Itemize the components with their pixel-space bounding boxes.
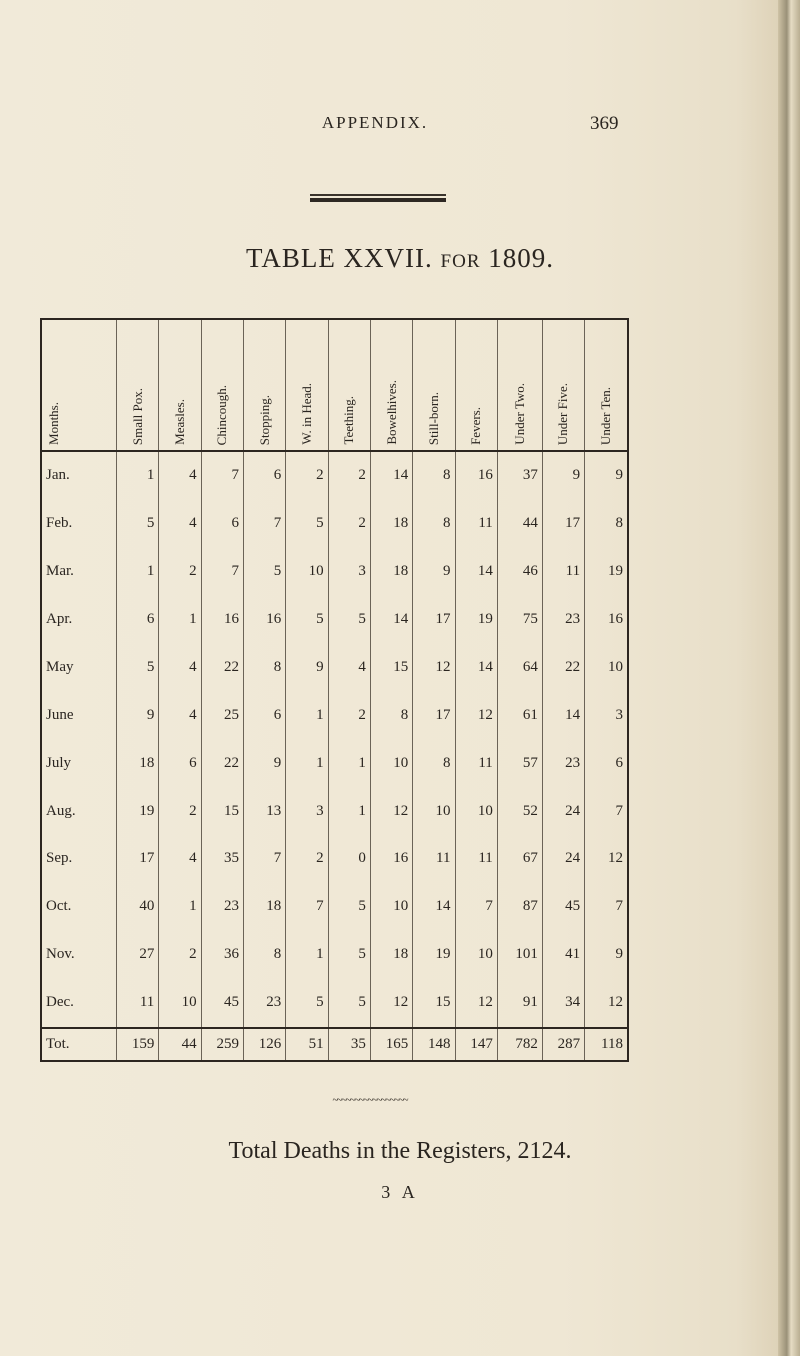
month-cell: Mar. bbox=[46, 563, 74, 580]
count-cell: 4 bbox=[159, 451, 201, 500]
count-cell: 19 bbox=[585, 548, 627, 596]
count-cell: 12 bbox=[370, 787, 412, 835]
count-cell: 10 bbox=[370, 883, 412, 931]
running-title: APPENDIX. bbox=[321, 113, 429, 132]
count-cell: 11 bbox=[413, 835, 455, 883]
count-cell: 1 bbox=[117, 451, 159, 500]
count-cell: 16 bbox=[243, 596, 285, 644]
count-cell: 13 bbox=[243, 787, 285, 835]
column-header bbox=[455, 320, 497, 451]
count-cell: 12 bbox=[413, 644, 455, 692]
count-cell: 5 bbox=[286, 979, 328, 1028]
count-cell: 1 bbox=[286, 691, 328, 739]
count-cell: 87 bbox=[497, 883, 542, 931]
column-header-label: Under Five. bbox=[555, 382, 571, 445]
table-row bbox=[42, 548, 627, 596]
count-cell: 17 bbox=[542, 500, 584, 548]
count-cell: 64 bbox=[497, 644, 542, 692]
count-cell: 2 bbox=[286, 835, 328, 883]
count-cell: 35 bbox=[201, 835, 243, 883]
column-header-label: Measles. bbox=[171, 399, 187, 445]
count-cell: 16 bbox=[370, 835, 412, 883]
total-deaths-note: Total Deaths in the Registers, 2124. bbox=[228, 1138, 572, 1164]
count-cell: 5 bbox=[286, 596, 328, 644]
month-cell: Sep. bbox=[46, 850, 73, 867]
count-cell: 7 bbox=[201, 548, 243, 596]
count-cell: 17 bbox=[413, 691, 455, 739]
count-cell: 7 bbox=[201, 451, 243, 500]
count-cell: 17 bbox=[117, 835, 159, 883]
count-cell: 5 bbox=[328, 596, 370, 644]
month-cell: July bbox=[46, 754, 72, 771]
header-row bbox=[42, 320, 627, 451]
count-cell: 4 bbox=[159, 835, 201, 883]
count-cell: 2 bbox=[159, 787, 201, 835]
month-cell: Oct. bbox=[46, 898, 72, 915]
total-cell: 44 bbox=[159, 1028, 201, 1060]
count-cell: 91 bbox=[497, 979, 542, 1028]
column-header bbox=[328, 320, 370, 451]
count-cell: 5 bbox=[117, 500, 159, 548]
count-cell: 1 bbox=[159, 883, 201, 931]
month-cell: Aug. bbox=[46, 802, 76, 819]
count-cell: 1 bbox=[286, 739, 328, 787]
count-cell: 15 bbox=[370, 644, 412, 692]
count-cell: 11 bbox=[542, 548, 584, 596]
total-cell: 126 bbox=[243, 1028, 285, 1060]
count-cell: 7 bbox=[243, 835, 285, 883]
count-cell: 22 bbox=[201, 644, 243, 692]
count-cell: 2 bbox=[286, 451, 328, 500]
count-cell: 7 bbox=[455, 883, 497, 931]
count-cell: 18 bbox=[370, 931, 412, 979]
count-cell: 19 bbox=[117, 787, 159, 835]
count-cell: 1 bbox=[328, 787, 370, 835]
total-cell: 159 bbox=[117, 1028, 159, 1060]
count-cell: 2 bbox=[328, 451, 370, 500]
count-cell: 0 bbox=[328, 835, 370, 883]
month-cell: Jan. bbox=[46, 467, 70, 484]
count-cell: 12 bbox=[455, 979, 497, 1028]
column-header bbox=[370, 320, 412, 451]
total-cell: 118 bbox=[585, 1028, 627, 1060]
column-header-label: Fevers. bbox=[468, 407, 484, 445]
column-header-label: Chincough. bbox=[214, 384, 230, 445]
count-cell: 19 bbox=[413, 931, 455, 979]
count-cell: 1 bbox=[328, 739, 370, 787]
count-cell: 19 bbox=[455, 596, 497, 644]
count-cell: 7 bbox=[585, 883, 627, 931]
count-cell: 15 bbox=[413, 979, 455, 1028]
count-cell: 14 bbox=[370, 596, 412, 644]
count-cell: 9 bbox=[243, 739, 285, 787]
column-header bbox=[159, 320, 201, 451]
count-cell: 16 bbox=[455, 451, 497, 500]
table-row bbox=[42, 691, 627, 739]
count-cell: 18 bbox=[370, 548, 412, 596]
count-cell: 2 bbox=[328, 691, 370, 739]
column-header bbox=[243, 320, 285, 451]
month-cell: Apr. bbox=[46, 611, 73, 628]
month-cell: Feb. bbox=[46, 515, 73, 532]
count-cell: 9 bbox=[413, 548, 455, 596]
count-cell: 4 bbox=[159, 644, 201, 692]
count-cell: 24 bbox=[542, 787, 584, 835]
table-title-main: TABLE XXVII. bbox=[245, 243, 433, 273]
table-title bbox=[0, 243, 800, 274]
count-cell: 9 bbox=[286, 644, 328, 692]
count-cell: 22 bbox=[201, 739, 243, 787]
count-cell: 1 bbox=[286, 931, 328, 979]
count-cell: 45 bbox=[201, 979, 243, 1028]
table-row bbox=[42, 835, 627, 883]
total-cell: 147 bbox=[455, 1028, 497, 1060]
count-cell: 8 bbox=[413, 451, 455, 500]
count-cell: 4 bbox=[328, 644, 370, 692]
table-row bbox=[42, 644, 627, 692]
count-cell: 5 bbox=[243, 548, 285, 596]
count-cell: 6 bbox=[243, 691, 285, 739]
count-cell: 2 bbox=[159, 548, 201, 596]
total-cell: 35 bbox=[328, 1028, 370, 1060]
count-cell: 9 bbox=[585, 451, 627, 500]
count-cell: 10 bbox=[455, 787, 497, 835]
count-cell: 14 bbox=[542, 691, 584, 739]
count-cell: 6 bbox=[159, 739, 201, 787]
table-title-year: 1809. bbox=[488, 243, 555, 273]
count-cell: 44 bbox=[497, 500, 542, 548]
total-cell: 165 bbox=[370, 1028, 412, 1060]
column-header-label: Stopping. bbox=[256, 394, 272, 445]
month-cell: Nov. bbox=[46, 946, 75, 963]
column-header-label: Teething. bbox=[341, 396, 357, 445]
count-cell: 4 bbox=[159, 500, 201, 548]
count-cell: 18 bbox=[117, 739, 159, 787]
count-cell: 8 bbox=[370, 691, 412, 739]
count-cell: 10 bbox=[585, 644, 627, 692]
count-cell: 57 bbox=[497, 739, 542, 787]
count-cell: 8 bbox=[243, 931, 285, 979]
count-cell: 8 bbox=[413, 739, 455, 787]
column-header bbox=[286, 320, 328, 451]
count-cell: 5 bbox=[286, 500, 328, 548]
table-title-for: FOR bbox=[440, 251, 481, 272]
decorative-divider: ~~~~~~~~~~~~~~~~~ bbox=[332, 1095, 408, 1106]
table-row bbox=[42, 500, 627, 548]
count-cell: 9 bbox=[117, 691, 159, 739]
running-head bbox=[0, 113, 800, 137]
column-header bbox=[42, 320, 117, 451]
count-cell: 12 bbox=[370, 979, 412, 1028]
count-cell: 12 bbox=[455, 691, 497, 739]
total-label-cell: Tot. bbox=[42, 1028, 117, 1060]
month-cell: Dec. bbox=[46, 994, 74, 1011]
count-cell: 10 bbox=[159, 979, 201, 1028]
count-cell: 6 bbox=[585, 739, 627, 787]
mortality-table bbox=[40, 318, 629, 1062]
column-header-label: Bowelhives. bbox=[383, 380, 399, 445]
table-row bbox=[42, 931, 627, 979]
month-cell: June bbox=[46, 706, 74, 723]
count-cell: 11 bbox=[117, 979, 159, 1028]
count-cell: 3 bbox=[585, 691, 627, 739]
count-cell: 10 bbox=[413, 787, 455, 835]
count-cell: 16 bbox=[585, 596, 627, 644]
count-cell: 10 bbox=[286, 548, 328, 596]
count-cell: 6 bbox=[117, 596, 159, 644]
column-header-label: Under Ten. bbox=[598, 386, 614, 445]
count-cell: 101 bbox=[497, 931, 542, 979]
count-cell: 61 bbox=[497, 691, 542, 739]
count-cell: 23 bbox=[542, 739, 584, 787]
column-header-label: Still-born. bbox=[425, 391, 441, 445]
table-row bbox=[42, 739, 627, 787]
count-cell: 14 bbox=[455, 548, 497, 596]
column-header-label: W. in Head. bbox=[298, 383, 314, 445]
count-cell: 46 bbox=[497, 548, 542, 596]
count-cell: 4 bbox=[159, 691, 201, 739]
count-cell: 7 bbox=[243, 500, 285, 548]
count-cell: 1 bbox=[117, 548, 159, 596]
page-number: 369 bbox=[590, 113, 619, 134]
column-header-label: Small Pox. bbox=[129, 387, 145, 445]
count-cell: 40 bbox=[117, 883, 159, 931]
count-cell: 5 bbox=[117, 644, 159, 692]
count-cell: 36 bbox=[201, 931, 243, 979]
count-cell: 17 bbox=[413, 596, 455, 644]
count-cell: 2 bbox=[159, 931, 201, 979]
count-cell: 23 bbox=[201, 883, 243, 931]
count-cell: 75 bbox=[497, 596, 542, 644]
count-cell: 18 bbox=[370, 500, 412, 548]
column-header bbox=[201, 320, 243, 451]
total-cell: 287 bbox=[542, 1028, 584, 1060]
column-header-label: Under Two. bbox=[511, 383, 527, 445]
count-cell: 18 bbox=[243, 883, 285, 931]
count-cell: 23 bbox=[243, 979, 285, 1028]
count-cell: 37 bbox=[497, 451, 542, 500]
count-cell: 12 bbox=[585, 979, 627, 1028]
count-cell: 14 bbox=[413, 883, 455, 931]
count-cell: 14 bbox=[455, 644, 497, 692]
total-cell: 782 bbox=[497, 1028, 542, 1060]
total-cell: 259 bbox=[201, 1028, 243, 1060]
count-cell: 7 bbox=[286, 883, 328, 931]
table-row bbox=[42, 787, 627, 835]
count-cell: 12 bbox=[585, 835, 627, 883]
column-header bbox=[542, 320, 584, 451]
column-header bbox=[497, 320, 542, 451]
count-cell: 16 bbox=[201, 596, 243, 644]
table-row bbox=[42, 596, 627, 644]
count-cell: 8 bbox=[585, 500, 627, 548]
column-header-label: Months. bbox=[46, 402, 61, 445]
count-cell: 27 bbox=[117, 931, 159, 979]
count-cell: 11 bbox=[455, 835, 497, 883]
count-cell: 14 bbox=[370, 451, 412, 500]
total-cell: 148 bbox=[413, 1028, 455, 1060]
table-row bbox=[42, 979, 627, 1028]
month-cell: May bbox=[46, 658, 74, 675]
count-cell: 3 bbox=[328, 548, 370, 596]
count-cell: 8 bbox=[413, 500, 455, 548]
column-header bbox=[117, 320, 159, 451]
count-cell: 6 bbox=[201, 500, 243, 548]
count-cell: 34 bbox=[542, 979, 584, 1028]
count-cell: 10 bbox=[370, 739, 412, 787]
count-cell: 41 bbox=[542, 931, 584, 979]
count-cell: 3 bbox=[286, 787, 328, 835]
count-cell: 1 bbox=[159, 596, 201, 644]
count-cell: 23 bbox=[542, 596, 584, 644]
count-cell: 45 bbox=[542, 883, 584, 931]
count-cell: 5 bbox=[328, 883, 370, 931]
total-row bbox=[42, 1028, 627, 1060]
column-header bbox=[413, 320, 455, 451]
count-cell: 8 bbox=[243, 644, 285, 692]
count-cell: 24 bbox=[542, 835, 584, 883]
count-cell: 6 bbox=[243, 451, 285, 500]
count-cell: 9 bbox=[542, 451, 584, 500]
count-cell: 5 bbox=[328, 931, 370, 979]
ornamental-rule bbox=[310, 194, 446, 204]
table-row bbox=[42, 883, 627, 931]
count-cell: 22 bbox=[542, 644, 584, 692]
count-cell: 11 bbox=[455, 500, 497, 548]
count-cell: 5 bbox=[328, 979, 370, 1028]
table-row bbox=[42, 451, 627, 500]
total-cell: 51 bbox=[286, 1028, 328, 1060]
signature-mark: 3 A bbox=[381, 1182, 419, 1202]
count-cell: 52 bbox=[497, 787, 542, 835]
count-cell: 2 bbox=[328, 500, 370, 548]
count-cell: 11 bbox=[455, 739, 497, 787]
column-header bbox=[585, 320, 627, 451]
count-cell: 67 bbox=[497, 835, 542, 883]
count-cell: 9 bbox=[585, 931, 627, 979]
count-cell: 15 bbox=[201, 787, 243, 835]
count-cell: 7 bbox=[585, 787, 627, 835]
count-cell: 10 bbox=[455, 931, 497, 979]
count-cell: 25 bbox=[201, 691, 243, 739]
